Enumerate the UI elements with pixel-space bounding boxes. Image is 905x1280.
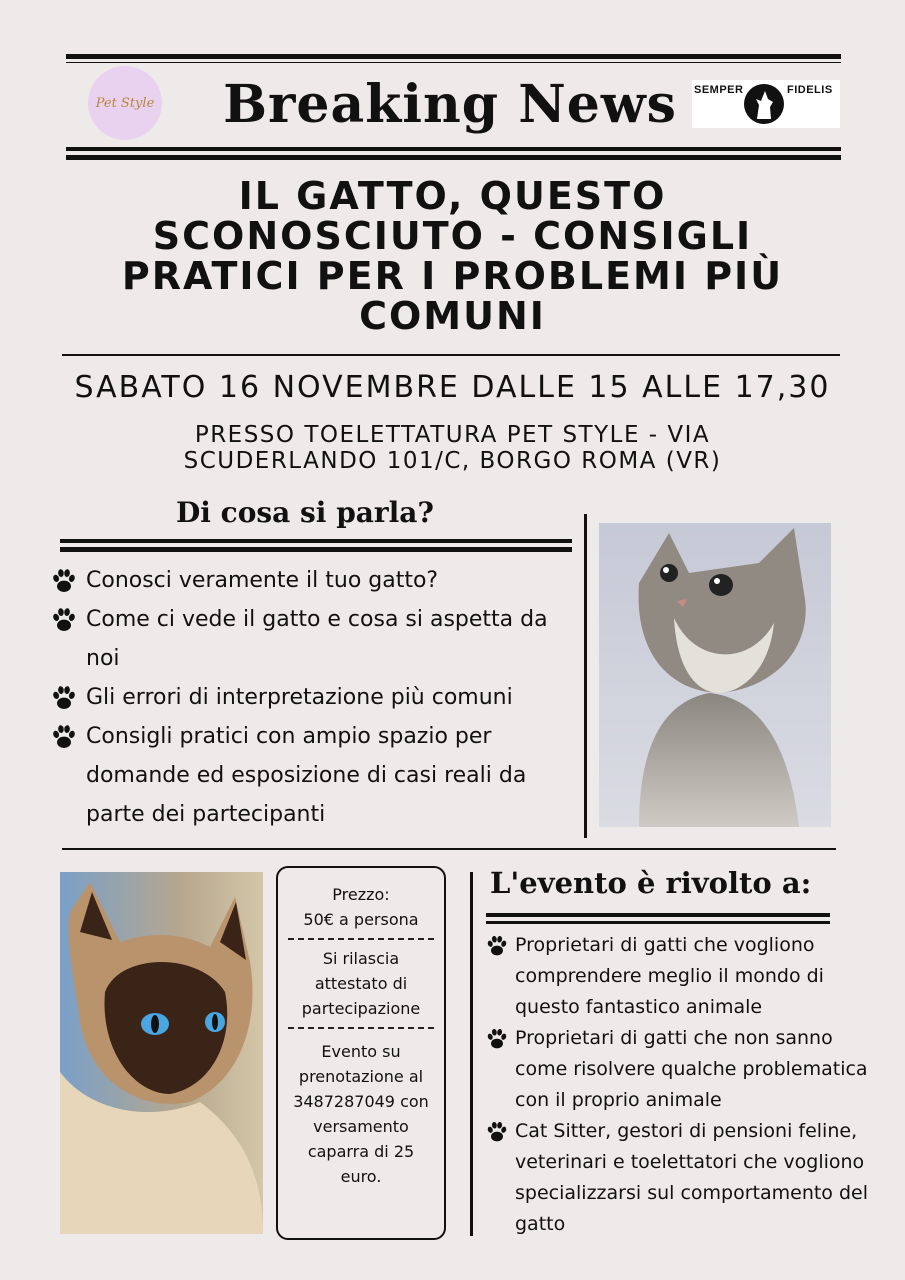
audience-text: Proprietari di gatti che non sanno come risolvere qualche problematica con il proprio animale [515, 1027, 868, 1111]
paw-icon [50, 684, 78, 712]
paw-icon [50, 723, 78, 751]
topic-text: Come ci vede il gatto e cosa si aspetta da noi [86, 607, 548, 671]
audience-rule-2 [486, 921, 830, 924]
headline-divider [62, 354, 840, 356]
siamese-cat-photo [60, 872, 263, 1234]
logo-word-fidelis: FIDELIS [787, 84, 833, 96]
pet-style-logo [88, 66, 162, 140]
paw-icon [485, 1027, 509, 1051]
list-item [50, 561, 580, 600]
paw-icon [485, 934, 509, 958]
certificate-note: Si rilascia attestato di partecipazione [301, 949, 421, 1018]
price-value: 50€ a persona [303, 910, 419, 929]
price-ticket [276, 866, 446, 1240]
price-label: Prezzo: [332, 885, 390, 904]
topic-text: Gli errori di interpretazione più comuni [86, 685, 513, 710]
audience-title: L'evento è rivolto a: [490, 866, 812, 900]
topics-rule-2 [60, 547, 572, 552]
audience-text: Cat Sitter, gestori di pensioni feline, veterinari e toelettatori che vogliono specializzarsi sul comportamento del gatto [515, 1120, 869, 1235]
ticket-dash-divider [288, 1027, 434, 1029]
list-item [485, 1116, 885, 1240]
topic-text: Conosci veramente il tuo gatto? [86, 568, 439, 593]
event-datetime: SABATO 16 NOVEMBRE DALLE 15 ALLE 17,30 [74, 370, 831, 405]
grey-kitten-photo [599, 523, 831, 827]
list-item [485, 930, 885, 1023]
header-rule-bottom-2 [66, 155, 841, 160]
event-venue: PRESSO TOELETTATURA PET STYLE - VIA SCUDERLANDO 101/C, BORGO ROMA (VR) [183, 422, 722, 474]
list-item [485, 1023, 885, 1116]
topics-list [50, 561, 580, 834]
list-item [50, 717, 580, 834]
event-headline: IL GATTO, QUESTO SCONOSCIUTO - CONSIGLI PRATICI PER I PROBLEMI PIÙ COMUNI [121, 174, 784, 338]
mid-divider [62, 848, 836, 850]
pet-style-logo-text: Pet Style [95, 95, 155, 111]
list-item [50, 678, 580, 717]
howling-wolf-icon [743, 83, 785, 125]
topic-text: Consigli pratici con ampio spazio per domande ed esposizione di casi reali da parte dei partecipanti [86, 724, 527, 827]
paw-icon [485, 1120, 509, 1144]
list-item [50, 600, 580, 678]
paw-icon [50, 606, 78, 634]
audience-vertical-rule [470, 872, 473, 1236]
audience-list [485, 930, 885, 1240]
top-rule-thick [66, 54, 841, 59]
audience-rule-1 [486, 913, 830, 917]
booking-note: Evento su prenotazione al 3487287049 con versamento caparra di 25 euro. [293, 1042, 429, 1186]
top-rule-thin [66, 62, 841, 63]
logo-word-semper: SEMPER [694, 84, 744, 96]
header-rule-bottom-1 [66, 147, 841, 151]
paw-icon [50, 567, 78, 595]
semper-fidelis-logo [692, 80, 840, 128]
topics-vertical-rule [584, 514, 587, 838]
audience-text: Proprietari di gatti che vogliono comprendere meglio il mondo di questo fantastico animale [515, 934, 824, 1018]
topics-title: Di cosa si parla? [176, 496, 434, 529]
masthead: Breaking News [223, 74, 677, 135]
topics-rule-1 [60, 539, 572, 543]
ticket-dash-divider [288, 938, 434, 940]
